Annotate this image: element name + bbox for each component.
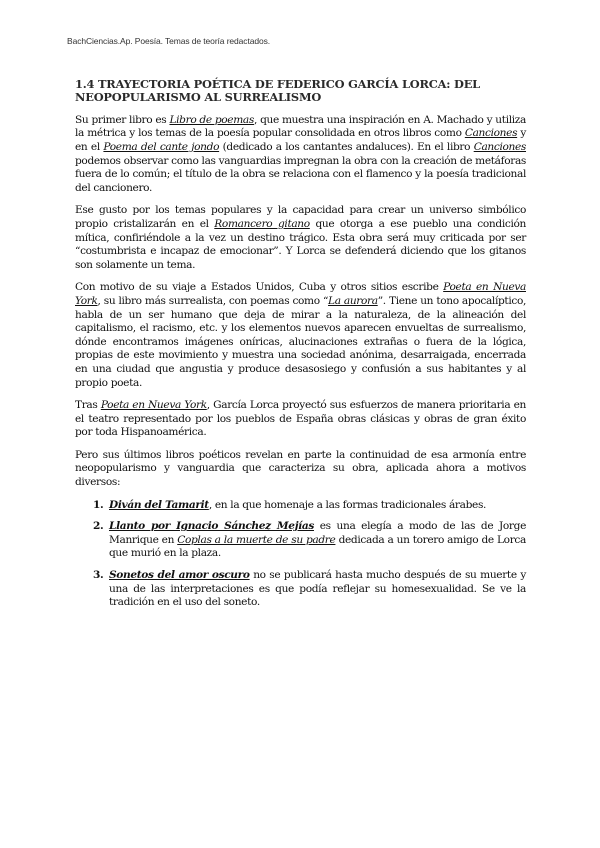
paragraph-libro-de-poemas: Su primer libro es Libro de poemas, que muestra una inspiración en A. Machado y utiliza la métrica y los temas de la poesía popular consolidada en otros libros como Canciones y en el Poema del cante jondo (dedicado a los cantantes andaluces). En el libro Canciones podemos observar como las vanguardias impregnan la obra con la creación de metáforas fuera de lo común; el título de la obra se relaciona con el flamenco y la poesía tradicional del cancionero.: [75, 113, 527, 194]
book-title: Poema del cante jondo: [103, 141, 220, 153]
book-title: Sonetos del amor oscuro: [109, 569, 250, 582]
book-title: Canciones: [473, 141, 527, 153]
book-title: Romancero gitano: [214, 217, 310, 230]
book-title: Coplas a la muerte de su padre: [177, 533, 336, 546]
list-item: 2. Llanto por Ignacio Sánchez Mejías es una elegía a modo de las de Jorge Manrique en Coplas a la muerte de su padre dedicada a un torero amigo de Lorca que murió en la plaza.: [93, 520, 526, 560]
section-title: 1.4 TRAYECTORIA POÉTICA DE FEDERICO GARCÍA LORCA: DEL NEOPOPULARISMO AL SURREALISMO: [75, 77, 480, 105]
book-title: Diván del Tamarit: [109, 498, 209, 511]
book-title: Libro de poemas: [169, 113, 254, 126]
paragraph-poeta-en-nueva-york: Con motivo de su viaje a Estados Unidos, Cuba y otros sitios escribe Poeta en Nueva York, su libro más surrealista, con poemas como “La aurora”. Tiene un tono apocalíptico, habla de un ser humano que deja de mirar a la naturaleza, de la alineación del capitalismo, el racismo, etc. y los elementos nuevos aparecen envueltas de surrealismo, dónde encontramos imágenes oníricas, alucinaciones extrañas o fuera de la lógica, propias de este movimiento y muestra una sociedad anónima, desarraigada, encerrada en una ciudad que angustia y produce desasosiego y confusión a sus habitantes y al propio poeta.: [75, 281, 526, 389]
poem-title: La aurora: [328, 294, 378, 307]
document-body: [75, 78, 526, 618]
book-list: [75, 499, 526, 610]
book-title: Llanto por Ignacio Sánchez Mejías: [109, 520, 314, 533]
page-header: BachCiencias.Ap. Poesía. Temas de teoría redactados.: [67, 36, 271, 46]
book-title: Poeta en Nueva York: [75, 281, 526, 307]
book-title: Poeta en Nueva York: [100, 399, 207, 412]
list-item: 3. Sonetos del amor oscuro no se publicará hasta mucho después de su muerte y una de las interpretaciones es que podía reflejar su homesexualidad. Se ve la tradición en el uso del soneto.: [93, 569, 526, 609]
paragraph-teatro: Tras Poeta en Nueva York, García Lorca proyectó sus esfuerzos de manera prioritaria en el teatro representado por los pueblos de España obras clásicas y obras de gran éxito por toda Hispanoamérica.: [75, 399, 527, 439]
list-item: 1. Diván del Tamarit, en la que homenaje a las formas tradicionales árabes.: [93, 498, 487, 511]
book-title: Canciones: [464, 127, 518, 140]
paragraph-ultimos-libros: Pero sus últimos libros poéticos revelan en parte la continuidad de esa armonía entre neopopularismo y vanguardia que caracteriza su obra, aplicada ahora a motivos diversos:: [75, 448, 526, 489]
paragraph-romancero-gitano: Ese gusto por los temas populares y la capacidad para crear un universo simbólico propio cristalizarán en el Romancero gitano que otorga a ese pueblo una condición mítica, confiriéndole a la vez un destino trágico. Esta obra será muy criticada por ser “costumbrista e incapaz de emocionar”. Y Lorca se defenderá diciendo que los gitanos son solamente un tema.: [75, 204, 526, 271]
